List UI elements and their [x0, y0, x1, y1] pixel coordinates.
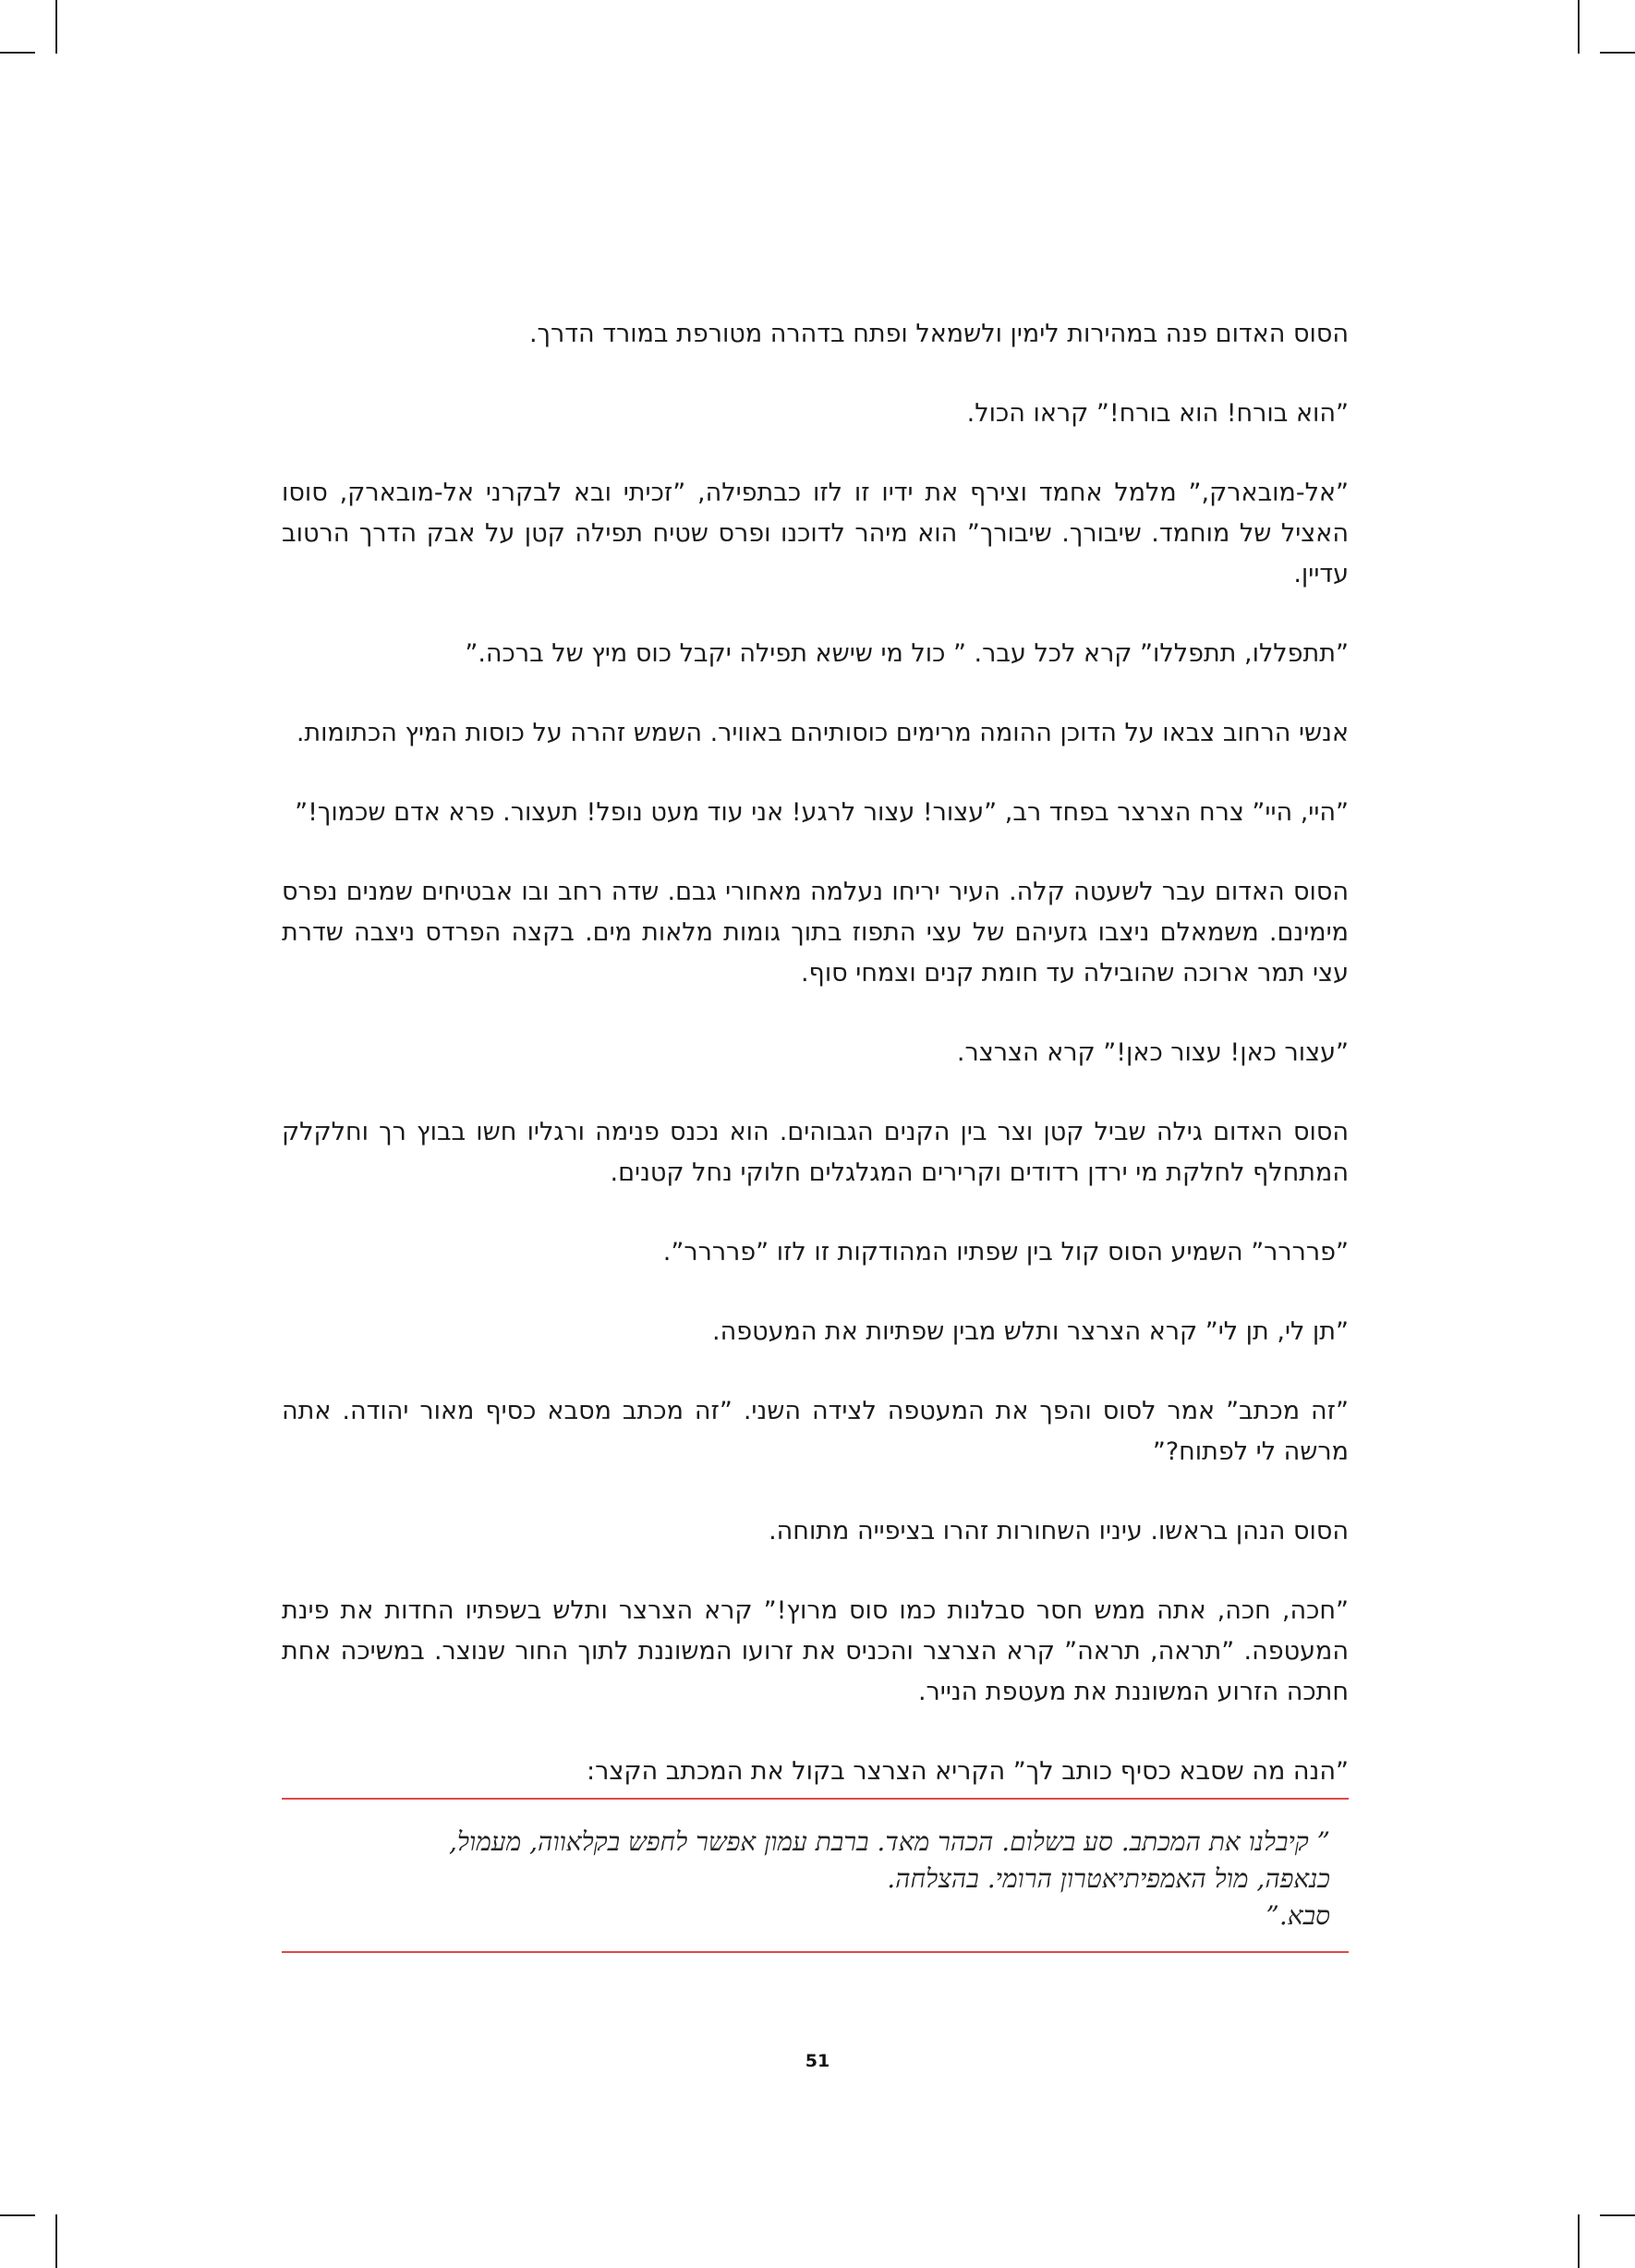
- crop-mark: [55, 2214, 57, 2268]
- paragraph: הסוס הנהן בראשו. עיניו השחורות זהרו בציפייה מתוחה.: [769, 1517, 1349, 1546]
- crop-mark: [1600, 52, 1635, 54]
- paragraph: ”הנה מה שסבא כסיף כותב לך” הקריא הצרצר בקול את המכתב הקצר:: [586, 1757, 1349, 1786]
- paragraph: ”היי, היי” צרח הצרצר בפחד רב, ”עצור! עצור לרגע! אני עוד מעט נופל! תעצור. פרא אדם שכמוך!”: [295, 798, 1349, 827]
- paragraph: ”פרררר” השמיע הסוס קול בין שפתיו המהודקות זו לזו ”פרררר”.: [662, 1238, 1349, 1267]
- paragraph: ”אל-מובארק,” מלמל אחמד וצירף את ידיו זו לזו כבתפילה, ”זכיתי ובא לבקרני אל-מובארק, סוסו האציל של מוחמד. שיבורך. שיבורך” הוא מיהר לדוכנו ופרס שטיח תפילה קטן על אבק הדרך הרטוב עדיין.: [282, 479, 1349, 588]
- paragraph: ”חכה, חכה, אתה ממש חסר סבלנות כמו סוס מרוץ!” קרא הצרצר ותלש בשפתיו החדות את פינת המעטפה. ”תראה, תראה” קרא הצרצר והכניס את זרועו המשוננת לתוך החור שנוצר. במשיכה אחת חתכה הזרוע המשוננת את מעטפת הנייר.: [282, 1596, 1349, 1706]
- letter-line: כנאפה, מול האמפיתיאטרון הרומי. בהצלחה.: [887, 1863, 1330, 1894]
- paragraph: אנשי הרחוב צבאו על הדוכן ההומה מרימים כוסותיהם באוויר. השמש זהרה על כוסות המיץ הכתומות.: [296, 719, 1349, 747]
- paragraph: הסוס האדום פנה במהירות לימין ולשמאל ופתח בדהרה מטורפת במורד הדרך.: [528, 320, 1349, 348]
- paragraph: ”הוא בורח! הוא בורח!” קראו הכול.: [966, 399, 1349, 428]
- paragraph: ”תן לי, תן לי” קרא הצרצר ותלש מבין שפתיות את המעטפה.: [711, 1317, 1349, 1346]
- crop-mark: [1578, 2214, 1580, 2268]
- crop-mark: [55, 0, 57, 54]
- crop-mark: [1600, 2214, 1635, 2216]
- letter-line: ” קיבלנו את המכתב. סע בשלום. הכהר מאד. ברבת עמון אפשר לחפש בקלאווה, מעמול,: [449, 1826, 1330, 1857]
- paragraph: ”תתפללו, תתפללו” קרא לכל עבר. ” כול מי שישא תפילה יקבל כוס מיץ של ברכה.”: [465, 639, 1349, 668]
- letter-line: סבא.”: [1266, 1900, 1330, 1931]
- crop-mark: [0, 52, 35, 54]
- crop-mark: [0, 2214, 35, 2216]
- story-text: [282, 314, 1349, 1831]
- crop-mark: [1578, 0, 1580, 54]
- paragraph: ”עצור כאן! עצור כאן!” קרא הצרצר.: [956, 1038, 1349, 1067]
- letter-box: [282, 1798, 1349, 1953]
- paragraph: הסוס האדום עבר לשעטה קלה. העיר יריחו נעלמה מאחורי גבם. שדה רחב ובו אבטיחים שמנים נפרס מימינם. משמאלם ניצבו גזעיהם של עצי התפוז בתוך גומות מלאות מים. בקצה הפרדס ניצבה שדרת עצי תמר ארוכה שהובילה עד חומת קנים וצמחי סוף.: [282, 878, 1349, 988]
- paragraph: הסוס האדום גילה שביל קטן וצר בין הקנים הגבוהים. הוא נכנס פנימה ורגליו חשו בבוץ רך וחלקלק המתחלף לחלקת מי ירדן רדודים וקרירים המגלגלים חלוקי נחל קטנים.: [282, 1118, 1349, 1187]
- handwritten-letter: [365, 1824, 1330, 1934]
- paragraph: ”זה מכתב” אמר לסוס והפך את המעטפה לצידה השני. ”זה מכתב מסבא כסיף מאור יהודה. אתה מרשה לי לפתוח?”: [282, 1397, 1349, 1466]
- page-number: 51: [805, 2051, 830, 2071]
